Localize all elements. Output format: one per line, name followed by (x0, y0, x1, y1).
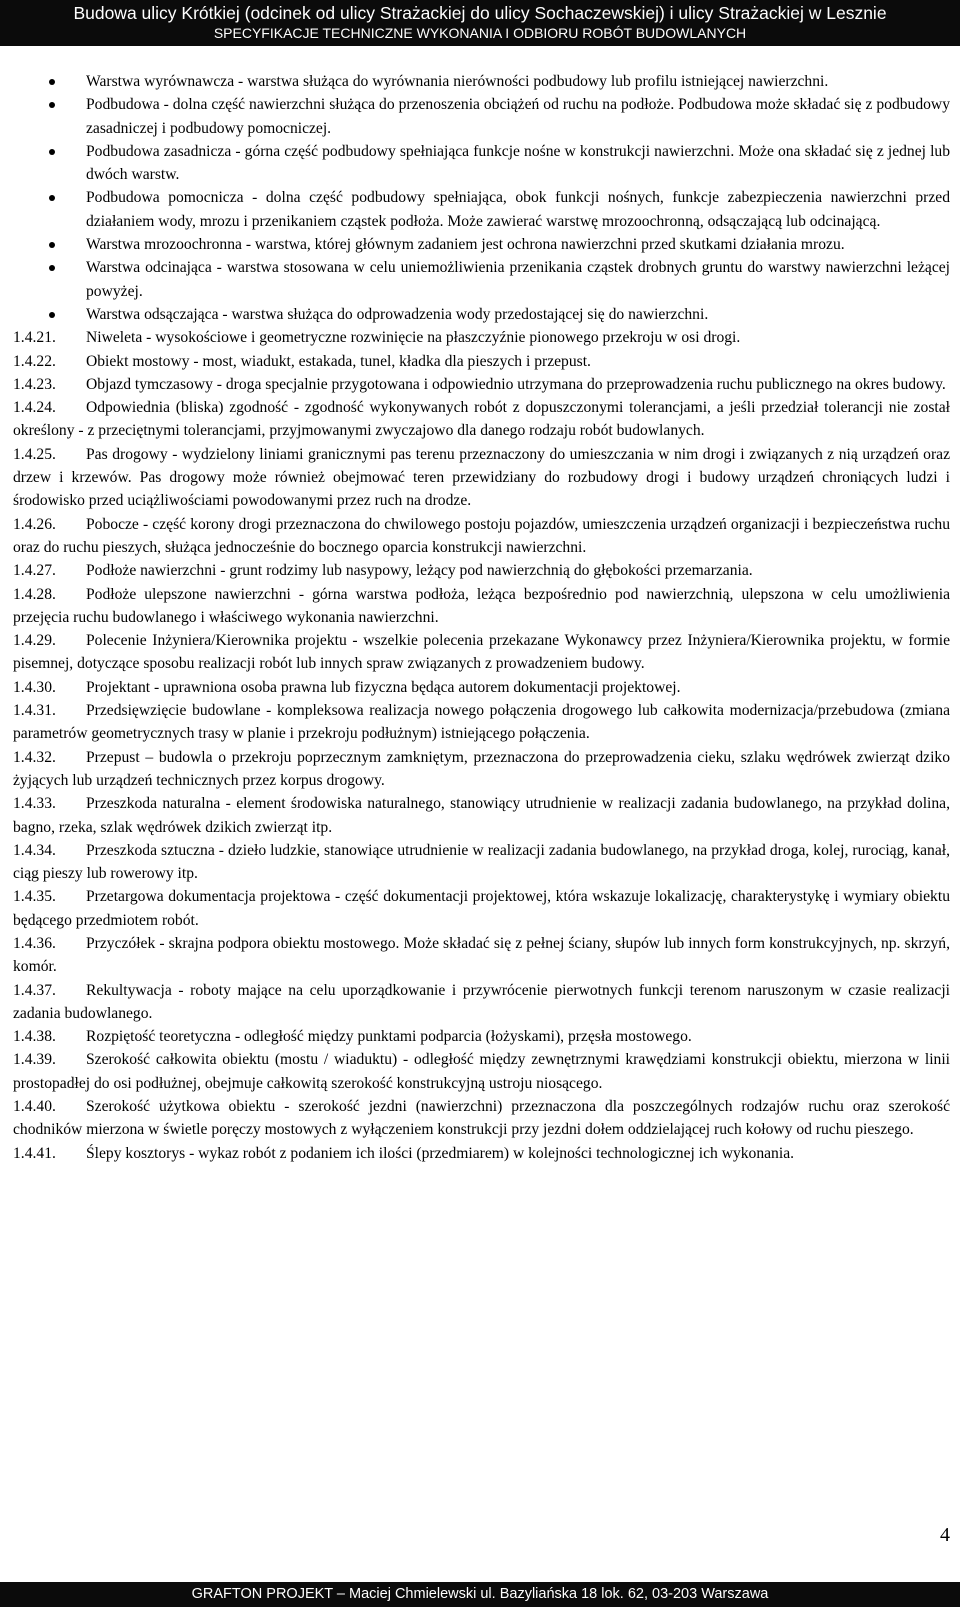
definition-number: 1.4.35. (13, 888, 56, 906)
bullet-dot-icon (49, 195, 55, 201)
bullet-text: Warstwa odsączająca - warstwa służąca do odprowadzenia wody przedostającej się do nawierzchni. (86, 305, 709, 323)
definition-text: Rozpiętość teoretyczna - odległość między punktami podparcia (łożyskami), przęsła mostowego. (86, 1028, 692, 1046)
definition-number: 1.4.41. (13, 1144, 56, 1162)
bullet-dot-icon (49, 265, 55, 271)
definition-item (13, 932, 950, 979)
definition-item (13, 839, 950, 886)
definition-text: Przedsięwzięcie budowlane - kompleksowa realizacja nowego połączenia drogowego lub całkowita modernizacja/przebudowa (zmiana parametrów geometrycznych trasy w planie i przekroju podłużnym) istniejącego połączenia. (13, 702, 950, 743)
bullet-item (13, 256, 950, 303)
definition-item (13, 373, 950, 396)
definition-number: 1.4.34. (13, 841, 56, 859)
bullet-text: Podbudowa pomocnicza - dolna część podbudowy spełniająca, obok funkcji nośnych, funkcje zabezpieczenia nawierzchni przed działaniem wody, mrozu i przenikaniem cząstek podłoża. Może zawierać warstwę mrozoochronną, odsączającą lub odcinającą. (86, 189, 950, 230)
definition-text: Szerokość użytkowa obiektu - szerokość jezdni (nawierzchni) przeznaczona dla poszczególnych rodzajów ruchu oraz szerokość chodników mierzona w świetle poręczy mostowych z wyłączeniem konstrukcji przy jezdni dołem oddzielającej ruch kołowy od ruchu pieszego. (13, 1098, 950, 1139)
definition-text: Rekultywacja - roboty mające na celu uporządkowanie i przywrócenie pierwotnych funkcji terenom naruszonym w czasie realizacji zadania budowlanego. (13, 981, 950, 1022)
header-subtitle: SPECYFIKACJE TECHNICZNE WYKONANIA I ODBIORU ROBÓT BUDOWLANYCH (213, 25, 747, 41)
bullet-item (13, 140, 950, 187)
definition-text: Obiekt mostowy - most, wiadukt, estakada, tunel, kładka dla pieszych i przepust. (86, 352, 591, 370)
header-title: Budowa ulicy Krótkiej (odcinek od ulicy Strażackiej do ulicy Sochaczewskiej) i ulicy Strażackiej w Lesznie (73, 3, 887, 23)
definition-text: Projektant - uprawniona osoba prawna lub fizyczna będąca autorem dokumentacji projektowej. (86, 678, 681, 696)
definition-text: Przyczółek - skrajna podpora obiektu mostowego. Może składać się z pełnej ściany, słupów lub innych form konstrukcyjnych, np. skrzyń, komór. (13, 934, 950, 976)
definition-item (13, 792, 950, 839)
definition-item (13, 885, 950, 932)
definition-number: 1.4.31. (13, 702, 56, 720)
definition-text: Objazd tymczasowy - droga specjalnie przygotowana i odpowiednio utrzymana do przeprowadzenia ruchu publicznego na okres budowy. (86, 375, 946, 393)
definition-item (13, 396, 950, 443)
definition-text: Ślepy kosztorys - wykaz robót z podaniem ich ilości (przedmiarem) w kolejności technologicznej ich wykonania. (86, 1144, 795, 1162)
definition-number: 1.4.29. (13, 632, 56, 650)
definition-number: 1.4.33. (13, 795, 56, 813)
definition-text: Pobocze - część korony drogi przeznaczona do chwilowego postoju pojazdów, umieszczenia urządzeń organizacji i bezpieczeństwa ruchu oraz do ruchu pieszych, służąca jednocześnie do bocznego oparcia konstrukcji nawierzchni. (13, 515, 950, 556)
definition-item (13, 676, 950, 699)
bullet-dot-icon (49, 242, 55, 248)
definition-item (13, 443, 950, 513)
definition-number: 1.4.40. (13, 1098, 56, 1116)
definition-number: 1.4.32. (13, 748, 56, 766)
definition-text: Podłoże ulepszone nawierzchni - górna warstwa podłoża, leżąca bezpośrednio pod nawierzchnią, ulepszona w celu umożliwienia przejęcia ruchu budowlanego i właściwego wykonania nawierzchni. (13, 585, 950, 626)
definition-number: 1.4.23. (13, 375, 56, 393)
bullet-text: Podbudowa - dolna część nawierzchni służąca do przenoszenia obciążeń od ruchu na podłoże. Podbudowa może składać się z podbudowy zasadniczej i podbudowy pomocniczej. (86, 96, 950, 137)
bullet-list (13, 70, 950, 326)
bullet-text: Podbudowa zasadnicza - górna część podbudowy spełniająca funkcje nośne w konstrukcji nawierzchni. Może ona składać się z jednej lub dwóch warstw. (86, 142, 950, 184)
bullet-text: Warstwa mrozoochronna - warstwa, której głównym zadaniem jest ochrona nawierzchni przed skutkami działania mrozu. (86, 236, 845, 254)
definition-item (13, 1095, 950, 1142)
definition-text: Przepust – budowla o przekroju poprzecznym zamkniętym, przeznaczona do przeprowadzenia cieku, szlaku wędrówek zwierząt dziko żyjących lub urządzeń technicznych przez korpus drogowy. (13, 748, 950, 789)
bullet-item (13, 233, 950, 256)
definition-item (13, 583, 950, 630)
bullet-text: Warstwa wyrównawcza - warstwa służąca do wyrównania nierówności podbudowy lub profilu istniejącej nawierzchni. (86, 73, 829, 90)
definition-item (13, 1048, 950, 1095)
definition-item (13, 559, 950, 582)
definition-item (13, 326, 950, 349)
definition-number: 1.4.39. (13, 1051, 56, 1069)
bullet-dot-icon (49, 79, 55, 85)
definition-number: 1.4.24. (13, 399, 56, 417)
bullet-item (13, 70, 950, 93)
definition-text: Przetargowa dokumentacja projektowa - część dokumentacji projektowej, która wskazuje lokalizację, charakterystykę i wymiary obiektu będącego przedmiotem robót. (13, 888, 950, 929)
bullet-text: Warstwa odcinająca - warstwa stosowana w celu uniemożliwienia przenikania cząstek drobnych gruntu do warstwy nawierzchni leżącej powyżej. (86, 259, 950, 300)
bullet-dot-icon (49, 102, 55, 108)
definition-text: Pas drogowy - wydzielony liniami granicznymi pas terenu przeznaczony do umieszczania w nim drogi i związanych z nią urządzeń oraz drzew i krzewów. Pas drogowy może również obejmować teren przewidziany do rozbudowy drogi i budowy urządzeń chroniących ludzi i środowisko przed uciążliwościami powodowanymi przez ruch na drodze. (13, 445, 950, 510)
definition-item (13, 746, 950, 793)
definition-text: Przeszkoda naturalna - element środowiska naturalnego, stanowiący utrudnienie w realizacji zadania budowlanego, na przykład dolina, bagno, rzeka, szlak wędrówek dzikich zwierząt itp. (13, 795, 950, 836)
page-footer: GRAFTON PROJEKT – Maciej Chmielewski ul. Bazyliańska 18 lok. 62, 03-203 Warszawa (0, 1582, 960, 1607)
page-header (0, 0, 960, 46)
page-number: 4 (940, 1524, 950, 1546)
definition-item (13, 1025, 950, 1048)
definition-item (13, 699, 950, 746)
definition-text: Niweleta - wysokościowe i geometryczne rozwinięcie na płaszczyźnie pionowego przekroju w osi drogi. (86, 329, 741, 347)
bullet-item (13, 186, 950, 233)
definition-text: Szerokość całkowita obiektu (mostu / wiaduktu) - odległość między zewnętrznymi krawędziami konstrukcji obiektu, mierzona w linii prostopadłej do osi podłużnej, obejmuje całkowitą szerokość konstrukcyjną ustroju niosącego. (13, 1051, 950, 1092)
definition-item (13, 350, 950, 373)
definition-number: 1.4.27. (13, 562, 56, 580)
bullet-item (13, 303, 950, 326)
definition-number: 1.4.22. (13, 352, 56, 370)
definition-item (13, 1142, 950, 1165)
definition-text: Przeszkoda sztuczna - dzieło ludzkie, stanowiące utrudnienie w realizacji zadania budowlanego, na przykład droga, kolej, rurociąg, kanał, ciąg pieszy lub rowerowy itp. (13, 841, 950, 883)
document-body (13, 70, 950, 1165)
definition-number: 1.4.21. (13, 329, 56, 347)
definition-number: 1.4.38. (13, 1028, 56, 1046)
definition-number: 1.4.37. (13, 981, 56, 999)
definition-item (13, 513, 950, 560)
definition-text: Podłoże nawierzchni - grunt rodzimy lub nasypowy, leżący pod nawierzchnią do głębokości przemarzania. (86, 562, 753, 580)
bullet-dot-icon (49, 149, 55, 155)
definition-number: 1.4.25. (13, 445, 56, 463)
definition-number: 1.4.26. (13, 515, 56, 533)
definition-number: 1.4.36. (13, 934, 56, 952)
definition-text: Odpowiednia (bliska) zgodność - zgodność wykonywanych robót z dopuszczonymi tolerancjami, a jeśli przedział tolerancji nie został określony - z przeciętnymi tolerancjami, przyjmowanymi zwyczajowo dla danego rodzaju robót budowlanych. (13, 399, 950, 440)
definition-number: 1.4.28. (13, 585, 56, 603)
definition-item (13, 979, 950, 1026)
definition-item (13, 629, 950, 676)
bullet-dot-icon (49, 312, 55, 318)
definition-text: Polecenie Inżyniera/Kierownika projektu - wszelkie polecenia przekazane Wykonawcy przez Inżyniera/Kierownika projektu, w formie pisemnej, dotyczące sposobu realizacji robót lub innych spraw związanych z prowadzeniem budowy. (13, 632, 950, 673)
bullet-item (13, 93, 950, 140)
definition-number: 1.4.30. (13, 678, 56, 696)
